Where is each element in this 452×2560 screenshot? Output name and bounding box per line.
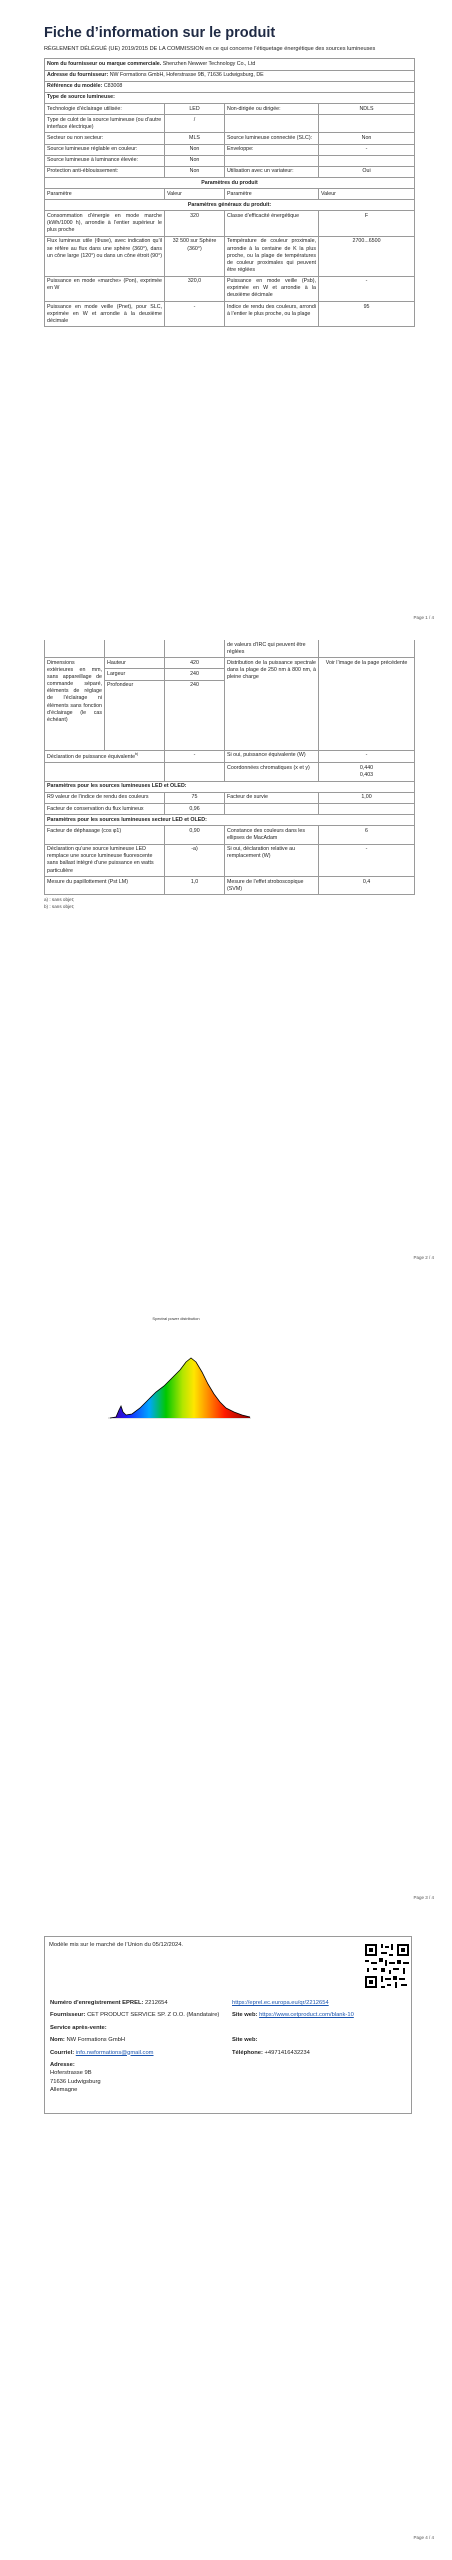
dimensions-row: Dimensions extérieures en mm, sans appareillage de commande séparé, éléments de réglage de l’éclairage ni éléments sans fonction d’éclairage (le cas échéant) Hauteur 420 Distribution de la puissance spectrale dans la plage de 250 nm à 800 nm, à pleine charge Voir l’image de la page précédente <box>45 658 415 669</box>
table-row: Protection anti-éblouissement: Non Utilisation avec un variateur: Oui <box>45 166 415 177</box>
table-row: Facteur de conservation du flux lumineux 0,96 <box>45 804 415 815</box>
mains-header-row: Paramètres pour les sources lumineuses secteur LED et OLED: <box>45 815 415 826</box>
equivalent-power-row: Déclaration de puissance équivalente$^{b)}$ - Si oui, puissance équivalente (W) - <box>45 750 415 763</box>
footnote-a: a) : sans objet; <box>44 897 75 903</box>
dimensions-row: Largeur 240 <box>45 669 415 680</box>
table-row: Déclaration qu’une source lumineuse LED remplace une source lumineuse fluorescente sans ballast intégré d’une puissance en watts particulière -a) Si oui, déclaration relative au remplacement (W) - <box>45 844 415 877</box>
table-row: Facteur de déphasage (cos φ1) 0,90 Constance des couleurs dans les ellipses de MacAdam 6 <box>45 826 415 844</box>
dimensions-row: Profondeur 240 <box>45 680 415 750</box>
table-row: Source lumineuse à luminance élevée: Non <box>45 155 415 166</box>
table-row: Puissance en mode veille (Pnet), pour SLC, exprimée en W et arrondie à la deuxième décimale - Indice de rendu des couleurs, arrondi à l’entier le plus proche, ou la plage 95 <box>45 302 415 327</box>
page-1 <box>0 0 452 640</box>
chart-title: Spectral power distribution <box>152 1316 200 1321</box>
address-row: Adresse du fournisseur: NW Formations GmbH, Hoferstrasse 9B, 71636 Ludwigsburg, DE <box>45 70 415 81</box>
email-link[interactable]: info.nwformations@gmail.com <box>75 2049 154 2056</box>
chromaticity-row: Coordonnées chromatiques (x et y) 0,440 0,403 <box>45 763 415 781</box>
table-row: Flux lumineux utile (Φuse), avec indication qu’il se réfère au flux dans une sphère (360°), dans un cône large (120°) ou dans un cône étroit (90°) 32 500 sur Sphère (360°) Température de couleur proximale, arrondie à la centaine de K la plus proche, ou la plage de températures de couleur proximales qui peuvent être réglées 2700...6500 <box>45 236 415 276</box>
market-date: Modèle mis sur le marché de l’Union du 05/12/2024. <box>49 1942 184 1948</box>
type-header-row: Type de source lumineuse: <box>45 92 415 103</box>
table-row: Consommation d’énergie en mode marche (kWh/1000 h), arrondie à l’entier supérieur le plus proche 320 Classe d’efficacité énergétique F <box>45 211 415 236</box>
supplier-row: Fournisseur: CET PRODUCT SERVICE SP. Z O.O. (Mandataire) Site web: https://www.cetproduct.com/blank-10 <box>50 2012 354 2019</box>
spectral-chart <box>96 1316 256 1431</box>
product-params-table-continued <box>44 640 415 895</box>
led-header-row: Paramètres pour les sources lumineuses LED et OLED: <box>45 781 415 792</box>
table-row: Technologie d’éclairage utilisée: LED Non-dirigée ou dirigée: NDLS <box>45 104 415 115</box>
address-row: Adresse: Hoferstrasse 9B 71636 Ludwigsburg Allemagne <box>50 2061 101 2094</box>
email-row: Courriel: info.nwformations@gmail.com Téléphone: +4971416432234 <box>50 2049 310 2056</box>
page-number: Page 2 / 4 <box>413 1255 434 1260</box>
service-name-row: Nom: NW Formations GmbH Site web: <box>50 2037 258 2044</box>
page-number: Page 3 / 4 <box>413 1895 434 1900</box>
contact-box <box>44 1936 412 2114</box>
supplier-row: Nom du fournisseur ou marque commerciale. Shenzhen Newwer Technology Co., Ltd <box>45 59 415 70</box>
eprel-row: Numéro d’enregistrement EPREL: 2212654 https://eprel.ec.europa.eu/qr/2212654 <box>50 2000 329 2006</box>
supplier-website-link[interactable]: https://www.cetproduct.com/blank-10 <box>259 2012 354 2019</box>
general-header-row: Paramètres généraux du produit: <box>45 200 415 211</box>
spectrum-fill <box>110 1358 250 1418</box>
column-header-row: Paramètre Valeur Paramètre Valeur <box>45 189 415 200</box>
table-row: Mesure du papillottement (Pst LM) 1,0 Mesure de l’effet stroboscopique (SVM) 0,4 <box>45 877 415 895</box>
footnote-b: b) : sans objet; <box>44 904 75 910</box>
table-row: Secteur ou non secteur: MLS Source lumineuse connectée (SLC): Non <box>45 133 415 144</box>
qr-code-icon <box>363 1942 411 1990</box>
model-row: Référence du modèle: C83008 <box>45 81 415 92</box>
table-row: Source lumineuse réglable en couleur: Non Enveloppe: - <box>45 144 415 155</box>
page-number: Page 1 / 4 <box>413 615 434 620</box>
page-4 <box>0 1920 452 2560</box>
eprel-link[interactable]: https://eprel.ec.europa.eu/qr/2212654 <box>232 2000 329 2006</box>
page-title: Fiche d’information sur le produit <box>44 25 276 41</box>
contact-table <box>47 1997 411 2097</box>
page-3 <box>0 1280 452 1920</box>
spectrum-graphic <box>96 1322 256 1432</box>
footnotes <box>44 897 414 911</box>
page-number: Page 4 / 4 <box>413 2535 434 2540</box>
table-row: de valeurs d’IRC qui peuvent être réglées <box>45 640 415 658</box>
dim-name: Hauteur <box>105 658 165 669</box>
product-info-table <box>44 58 415 327</box>
page-2 <box>0 640 452 1280</box>
table-row: R9 valeur de l’indice de rendu des couleurs 75 Facteur de survie 1,00 <box>45 792 415 803</box>
service-row: Service après-vente: <box>50 2024 107 2031</box>
params-header-row: Paramètres du produit <box>45 178 415 189</box>
table-row: Type de culot de la source lumineuse (ou d’autre interface électrique) / <box>45 115 415 133</box>
regulation-subtitle: RÈGLEMENT DÉLÉGUÉ (UE) 2019/2015 DE LA COMMISSION en ce qui concerne l’étiquetage énergétique des sources lumineuses <box>44 45 376 52</box>
table-row: Puissance en mode «marche» (Pon), exprimée en W 320,0 Puissance en mode veille (Psb), exprimée en W et arrondie à la deuxième décimale - <box>45 276 415 301</box>
